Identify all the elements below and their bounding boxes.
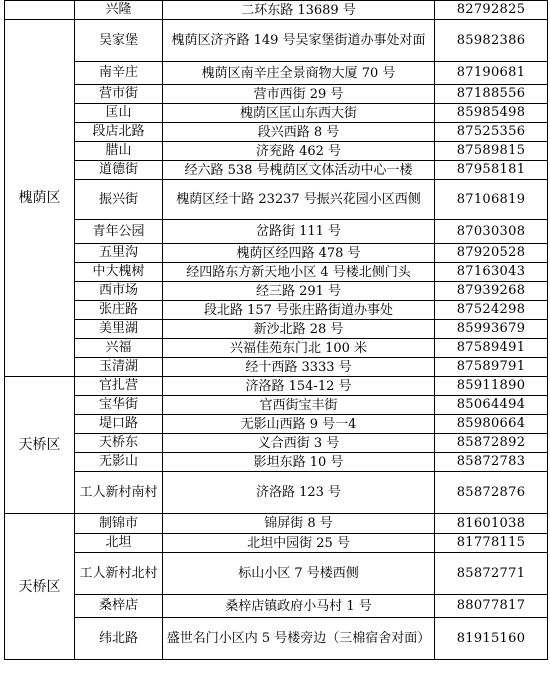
table-row — [5, 415, 548, 434]
table-row — [5, 618, 548, 660]
district-cell: 槐荫区 — [5, 20, 75, 377]
branch-phone: 85982386 — [435, 20, 548, 62]
branch-address: 营市西街 29 号 — [163, 85, 435, 104]
branch-name: 青年公园 — [75, 220, 163, 244]
table-row — [5, 534, 548, 553]
table-row — [5, 20, 548, 62]
branch-phone: 85872771 — [435, 553, 548, 595]
branch-name: 西市场 — [75, 282, 163, 301]
branch-address: 经六路 538 号槐荫区文体活动中心一楼 — [163, 161, 435, 180]
branch-address: 无影山西路 9 号一4 — [163, 415, 435, 434]
table-row — [5, 244, 548, 263]
branch-name: 无影山 — [75, 453, 163, 472]
district-cell: 天桥区 — [5, 514, 75, 660]
branch-name: 中大槐树 — [75, 263, 163, 282]
branch-name: 振兴街 — [75, 180, 163, 220]
branch-name: 制锦市 — [75, 514, 163, 534]
branch-address: 二环东路 13689 号 — [163, 1, 435, 20]
branch-phone: 85980664 — [435, 415, 548, 434]
branch-address: 经三路 291 号 — [163, 282, 435, 301]
table-row — [5, 396, 548, 415]
branch-name: 北坦 — [75, 534, 163, 553]
branch-address: 槐荫区南辛庄全景商物大厦 70 号 — [163, 62, 435, 85]
branch-address: 官西街宝丰街 — [163, 396, 435, 415]
branch-name: 堤口路 — [75, 415, 163, 434]
branch-phone: 87958181 — [435, 161, 548, 180]
branch-address: 兴福佳苑东门北 100 米 — [163, 339, 435, 358]
branch-name: 工人新村北村 — [75, 553, 163, 595]
branch-phone: 85872892 — [435, 434, 548, 453]
table-row — [5, 377, 548, 396]
table-row — [5, 595, 548, 618]
branch-phone: 87030308 — [435, 220, 548, 244]
table-row — [5, 180, 548, 220]
table-row — [5, 220, 548, 244]
table-row — [5, 553, 548, 595]
branch-table — [4, 0, 548, 660]
branch-address: 槐荫区济齐路 149 号吴家堡街道办事处对面 — [163, 20, 435, 62]
branch-phone: 81778115 — [435, 534, 548, 553]
branch-address: 标山小区 7 号楼西侧 — [163, 553, 435, 595]
table-row — [5, 282, 548, 301]
branch-address: 盛世名门小区内 5 号楼旁边（三棉宿舍对面） — [163, 618, 435, 660]
branch-name: 道德街 — [75, 161, 163, 180]
branch-phone: 87163043 — [435, 263, 548, 282]
branch-name: 美里湖 — [75, 320, 163, 339]
branch-address: 经十西路 3333 号 — [163, 358, 435, 377]
branch-phone: 87524298 — [435, 301, 548, 320]
branch-phone: 87188556 — [435, 85, 548, 104]
branch-phone: 87589491 — [435, 339, 548, 358]
branch-name: 腊山 — [75, 142, 163, 161]
branch-name: 桑梓店 — [75, 595, 163, 618]
branch-name: 官扎营 — [75, 377, 163, 396]
branch-address: 济洛路 123 号 — [163, 472, 435, 514]
district-cell — [5, 1, 75, 20]
table-row — [5, 161, 548, 180]
branch-phone: 81915160 — [435, 618, 548, 660]
branch-phone: 85872876 — [435, 472, 548, 514]
branch-address: 经四路东方新天地小区 4 号楼北侧门头 — [163, 263, 435, 282]
branch-phone: 82792825 — [435, 1, 548, 20]
table-row — [5, 123, 548, 142]
table-row — [5, 434, 548, 453]
table-row — [5, 85, 548, 104]
table-row — [5, 104, 548, 123]
table-row — [5, 339, 548, 358]
branch-address: 段兴西路 8 号 — [163, 123, 435, 142]
branch-phone: 87589791 — [435, 358, 548, 377]
table-row — [5, 142, 548, 161]
branch-phone: 87525356 — [435, 123, 548, 142]
branch-phone: 87106819 — [435, 180, 548, 220]
branch-address: 槐荫区经四路 478 号 — [163, 244, 435, 263]
branch-address: 新沙北路 28 号 — [163, 320, 435, 339]
branch-address: 北坦中园街 25 号 — [163, 534, 435, 553]
branch-phone: 85993679 — [435, 320, 548, 339]
branch-name: 南辛庄 — [75, 62, 163, 85]
branch-name: 兴福 — [75, 339, 163, 358]
table-row — [5, 1, 548, 20]
branch-name: 匡山 — [75, 104, 163, 123]
branch-address: 岔路街 111 号 — [163, 220, 435, 244]
branch-phone: 88077817 — [435, 595, 548, 618]
branch-phone: 87190681 — [435, 62, 548, 85]
branch-phone: 85911890 — [435, 377, 548, 396]
branch-phone: 85064494 — [435, 396, 548, 415]
branch-name: 天桥东 — [75, 434, 163, 453]
branch-phone: 87920528 — [435, 244, 548, 263]
table-row — [5, 453, 548, 472]
branch-address: 桑梓店镇政府小马村 1 号 — [163, 595, 435, 618]
branch-address: 济兖路 462 号 — [163, 142, 435, 161]
table-row — [5, 263, 548, 282]
table-row — [5, 472, 548, 514]
branch-address: 段北路 157 号张庄路街道办事处 — [163, 301, 435, 320]
branch-name: 营市街 — [75, 85, 163, 104]
branch-name: 工人新村南村 — [75, 472, 163, 514]
table-row — [5, 320, 548, 339]
branch-name: 兴隆 — [75, 1, 163, 20]
branch-name: 玉清湖 — [75, 358, 163, 377]
table-row — [5, 358, 548, 377]
branch-phone: 85985498 — [435, 104, 548, 123]
branch-phone: 87939268 — [435, 282, 548, 301]
branch-name: 段店北路 — [75, 123, 163, 142]
table-row — [5, 62, 548, 85]
branch-address: 槐荫区匡山东西大街 — [163, 104, 435, 123]
branch-address: 济洛路 154-12 号 — [163, 377, 435, 396]
branch-phone: 85872783 — [435, 453, 548, 472]
table-row — [5, 301, 548, 320]
branch-name: 吴家堡 — [75, 20, 163, 62]
branch-phone: 81601038 — [435, 514, 548, 534]
branch-address: 锦屏街 8 号 — [163, 514, 435, 534]
branch-name: 五里沟 — [75, 244, 163, 263]
district-cell: 天桥区 — [5, 377, 75, 514]
branch-name: 纬北路 — [75, 618, 163, 660]
branch-name: 宝华街 — [75, 396, 163, 415]
branch-address: 影坦东路 10 号 — [163, 453, 435, 472]
branch-name: 张庄路 — [75, 301, 163, 320]
branch-address: 槐荫区经十路 23237 号振兴花园小区西侧 — [163, 180, 435, 220]
branch-address: 义合西街 3 号 — [163, 434, 435, 453]
table-row — [5, 514, 548, 534]
branch-phone: 87589815 — [435, 142, 548, 161]
